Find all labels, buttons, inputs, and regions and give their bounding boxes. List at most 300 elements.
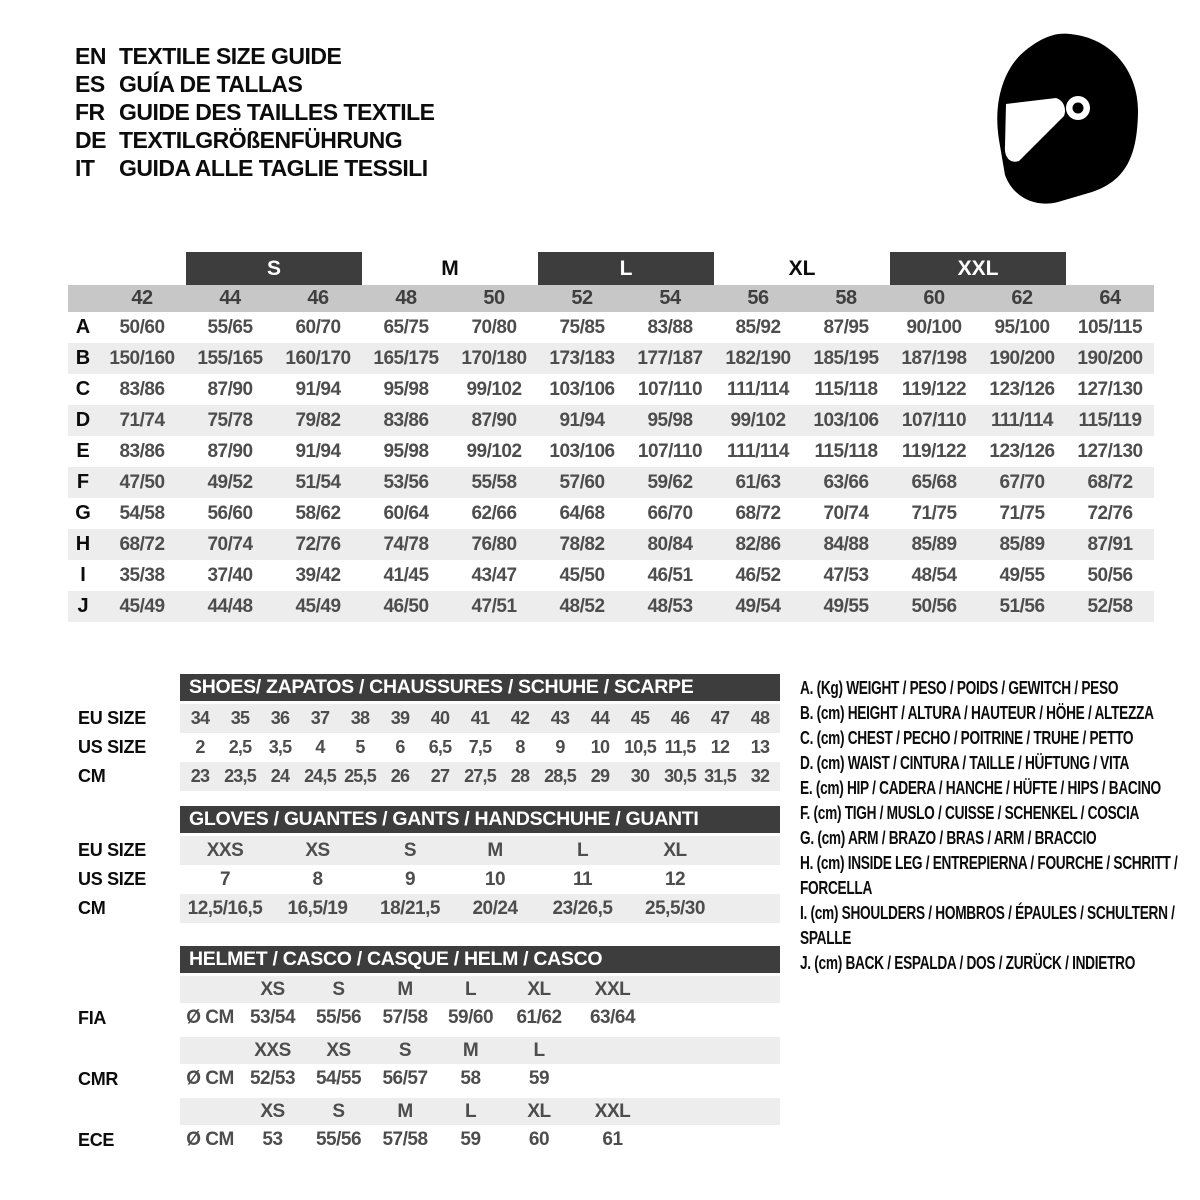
shoe-size-cell: 5 — [355, 737, 365, 757]
measurement-legend — [800, 676, 1200, 976]
helmet-value-cell: 57/58 — [382, 1007, 428, 1028]
helmet-ece-sizes-row — [60, 1098, 780, 1125]
measure-value-cell: 103/106 — [549, 440, 615, 462]
helmet-value-cell: 59 — [528, 1068, 550, 1089]
measure-row-label-f: F — [76, 471, 90, 493]
measure-value-cell: 123/126 — [989, 378, 1055, 400]
shoe-size-cell: 23,5 — [224, 766, 256, 786]
ece-unit-label: Ø CM — [186, 1129, 234, 1150]
shoe-size-cell: 31,5 — [704, 766, 736, 786]
measure-row-label-g: G — [75, 502, 91, 524]
helmet-cmr-sizes-row — [60, 1037, 780, 1064]
measure-row-label-e: E — [76, 440, 90, 462]
shoes-bar-spacer — [60, 674, 180, 701]
measure-value-cell: 91/94 — [295, 440, 341, 462]
measure-value-cell: 87/90 — [207, 378, 253, 400]
measure-value-cell: 49/55 — [999, 564, 1045, 586]
measure-value-cell: 67/70 — [999, 471, 1045, 493]
shoe-size-cell: 2,5 — [228, 737, 252, 757]
glove-size-cell: 7 — [219, 868, 231, 890]
measure-value-cell: 66/70 — [647, 502, 693, 524]
size-column-cell: 48 — [395, 287, 417, 309]
measure-value-cell: 111/114 — [990, 409, 1054, 431]
measure-row-f — [68, 467, 1154, 498]
helmet-size-cell: XL — [527, 978, 551, 1000]
measure-value-cell: 53/56 — [383, 471, 429, 493]
measure-value-cell: 150/160 — [109, 347, 175, 369]
measure-value-cell: 190/200 — [989, 347, 1055, 369]
measure-value-cell: 173/183 — [549, 347, 615, 369]
gloves-us-size-row — [60, 865, 780, 894]
helmet-value-cell: 58 — [460, 1068, 481, 1089]
measure-value-cell: 55/65 — [207, 316, 253, 338]
helmet-value-cell: 63/64 — [589, 1007, 636, 1028]
helmet-size-cell: XS — [326, 1039, 351, 1061]
size-column-cell: 52 — [571, 287, 593, 309]
measure-value-cell: 123/126 — [989, 440, 1055, 462]
measure-value-cell: 91/94 — [295, 378, 341, 400]
measure-value-cell: 47/53 — [823, 564, 869, 586]
band-spacer-right — [1066, 252, 1154, 285]
shoe-size-cell: 41 — [470, 708, 490, 728]
shoe-size-cell: 40 — [430, 708, 450, 728]
helmet-fia-values-row — [60, 1003, 780, 1033]
measure-value-cell: 46/50 — [383, 595, 429, 617]
helmet-size-cell: M — [462, 1039, 479, 1061]
glove-size-cell: 25,5/30 — [645, 897, 705, 919]
measure-value-cell: 71/75 — [999, 502, 1045, 524]
measure-value-cell: 60/70 — [295, 316, 341, 338]
gloves-us-size-label: US SIZE — [78, 869, 146, 889]
legend-item-a: A. (Kg) WEIGHT / PESO / POIDS / GEWITCH / PESO — [800, 678, 1119, 698]
shoes-eu-size-label: EU SIZE — [78, 708, 146, 728]
shoe-size-cell: 43 — [550, 708, 570, 728]
measure-row-g — [68, 498, 1154, 529]
measure-value-cell: 115/119 — [1078, 409, 1142, 431]
measure-value-cell: 70/80 — [471, 316, 517, 338]
helmet-ece-values-row — [60, 1125, 780, 1155]
measure-value-cell: 47/51 — [471, 595, 517, 617]
shoe-size-cell: 9 — [555, 737, 565, 757]
measure-value-cell: 170/180 — [461, 347, 527, 369]
helmet-value-cell: 59/60 — [447, 1007, 494, 1028]
measure-value-cell: 70/74 — [823, 502, 869, 524]
gloves-cm-label: CM — [78, 898, 106, 918]
language-code-it: IT — [75, 154, 95, 181]
gloves-bar-spacer — [60, 806, 180, 833]
measure-value-cell: 37/40 — [207, 564, 253, 586]
legend-item-j: J. (cm) BACK / ESPALDA / DOS / ZURÜCK / INDIETRO — [800, 953, 1136, 973]
measure-value-cell: 78/82 — [559, 533, 605, 555]
measure-value-cell: 160/170 — [285, 347, 351, 369]
measure-value-cell: 107/110 — [901, 409, 967, 431]
shoe-size-cell: 28 — [510, 766, 530, 786]
size-band-row — [68, 252, 1154, 285]
helmet-size-cell: XL — [527, 1100, 551, 1122]
shoe-size-cell: 12 — [710, 737, 730, 757]
legend-item-i: I. (cm) SHOULDERS / HOMBROS / ÉPAULES / SCHULTERN / SPALLE — [800, 903, 1175, 948]
glove-size-cell: 12,5/16,5 — [187, 897, 263, 919]
measure-row-b — [68, 343, 1154, 374]
size-column-cell: 46 — [307, 287, 329, 309]
measure-row-label-b: B — [75, 347, 91, 369]
measure-value-cell: 84/88 — [823, 533, 869, 555]
shoe-size-cell: 34 — [190, 708, 210, 728]
glove-size-cell: 8 — [312, 868, 323, 890]
measure-value-cell: 45/49 — [119, 595, 165, 617]
measure-value-cell: 182/190 — [725, 347, 791, 369]
measure-value-cell: 83/86 — [383, 409, 429, 431]
helmet-cmr-values-row — [60, 1064, 780, 1094]
measure-value-cell: 61/63 — [735, 471, 781, 493]
measure-value-cell: 105/115 — [1077, 316, 1143, 338]
measure-value-cell: 80/84 — [647, 533, 693, 555]
shoe-size-cell: 6,5 — [428, 737, 452, 757]
language-row-it — [75, 154, 435, 182]
measure-value-cell: 51/54 — [295, 471, 341, 493]
measure-value-cell: 177/187 — [637, 347, 703, 369]
measure-value-cell: 71/75 — [911, 502, 957, 524]
measure-value-cell: 60/64 — [383, 502, 429, 524]
gloves-cm-row — [60, 894, 780, 923]
ece-standard-label: ECE — [78, 1129, 115, 1150]
helmet-value-cell: 54/55 — [315, 1068, 362, 1089]
measure-value-cell: 48/53 — [647, 595, 693, 617]
size-column-cell: 58 — [835, 287, 857, 309]
shoes-size-table — [60, 674, 780, 791]
legend-item-e: E. (cm) HIP / CADERA / HANCHE / HÜFTE / HIPS / BACINO — [800, 778, 1161, 798]
measure-value-cell: 111/114 — [726, 378, 790, 400]
glove-size-cell: XS — [305, 839, 330, 861]
helmet-title-bar: HELMET / CASCO / CASQUE / HELM / CASCO — [180, 946, 780, 973]
measure-row-label-d: D — [75, 409, 91, 431]
glove-size-cell: 20/24 — [472, 897, 518, 919]
measure-value-cell: 43/47 — [471, 564, 517, 586]
glove-size-cell: XL — [663, 839, 687, 861]
helmet-value-cell: 53/54 — [249, 1007, 296, 1028]
fia-unit-label: Ø CM — [186, 1007, 234, 1028]
measure-value-cell: 103/106 — [813, 409, 879, 431]
textile-size-table — [68, 252, 1154, 622]
shoe-size-cell: 6 — [395, 737, 405, 757]
gloves-eu-size-row — [60, 836, 780, 865]
helmet-size-cell: L — [533, 1039, 545, 1061]
measure-value-cell: 87/95 — [823, 316, 869, 338]
measure-value-cell: 50/56 — [1087, 564, 1133, 586]
helmet-value-cell: 61/62 — [516, 1007, 562, 1028]
shoe-size-cell: 47 — [710, 708, 730, 728]
helmet-title-row — [60, 946, 780, 973]
measure-value-cell: 70/74 — [207, 533, 253, 555]
shoe-size-cell: 4 — [315, 737, 325, 757]
glove-size-cell: 16,5/19 — [287, 897, 348, 919]
shoe-size-cell: 23 — [190, 766, 210, 786]
shoe-size-cell: 29 — [590, 766, 610, 786]
measure-value-cell: 95/100 — [994, 316, 1050, 338]
measure-row-h — [68, 529, 1154, 560]
measure-value-cell: 49/54 — [735, 595, 781, 617]
measure-value-cell: 75/78 — [207, 409, 253, 431]
measure-value-cell: 119/122 — [901, 378, 967, 400]
guide-title-fr: GUIDE DES TAILLES TEXTILE — [119, 98, 435, 125]
measure-value-cell: 99/102 — [466, 378, 522, 400]
measure-value-cell: 127/130 — [1077, 440, 1143, 462]
helmet-size-cell: S — [332, 1100, 345, 1122]
size-column-cell: 56 — [747, 287, 769, 309]
measure-value-cell: 103/106 — [549, 378, 615, 400]
measure-value-cell: 91/94 — [559, 409, 605, 431]
glove-size-cell: 12 — [664, 868, 686, 890]
measure-value-cell: 51/56 — [999, 595, 1045, 617]
shoe-size-cell: 48 — [750, 708, 770, 728]
measure-value-cell: 99/102 — [730, 409, 786, 431]
legend-item-c: C. (cm) CHEST / PECHO / POITRINE / TRUHE / PETTO — [800, 728, 1134, 748]
measure-value-cell: 115/118 — [814, 440, 878, 462]
measure-value-cell: 46/51 — [647, 564, 693, 586]
legend-item-h: H. (cm) INSIDE LEG / ENTREPIERNA / FOURCHE / SCHRITT / FORCELLA — [800, 853, 1178, 898]
glove-size-cell: XXS — [206, 839, 244, 861]
measure-value-cell: 54/58 — [119, 502, 165, 524]
measure-value-cell: 107/110 — [637, 378, 703, 400]
shoe-size-cell: 10 — [590, 737, 610, 757]
helmet-size-cell: XXL — [594, 1100, 631, 1122]
measure-value-cell: 49/52 — [207, 471, 253, 493]
measure-value-cell: 68/72 — [1087, 471, 1133, 493]
glove-size-cell: 11 — [572, 868, 593, 890]
size-band-xl: XL — [788, 256, 816, 280]
shoe-size-cell: 27 — [430, 766, 450, 786]
measure-value-cell: 83/86 — [119, 378, 165, 400]
language-code-es: ES — [75, 70, 105, 97]
language-code-fr: FR — [75, 98, 105, 125]
measure-value-cell: 68/72 — [119, 533, 165, 555]
shoe-size-cell: 30 — [630, 766, 650, 786]
shoe-size-cell: 27,5 — [464, 766, 496, 786]
measure-value-cell: 165/175 — [373, 347, 439, 369]
glove-size-cell: 10 — [484, 868, 506, 890]
language-code-en: EN — [75, 42, 106, 69]
shoe-size-cell: 24 — [270, 766, 290, 786]
measure-value-cell: 74/78 — [383, 533, 429, 555]
legend-item-b: B. (cm) HEIGHT / ALTURA / HAUTEUR / HÖHE / ALTEZZA — [800, 703, 1154, 723]
measure-value-cell: 127/130 — [1077, 378, 1143, 400]
shoe-size-cell: 3,5 — [268, 737, 292, 757]
measure-value-cell: 83/88 — [647, 316, 693, 338]
measure-value-cell: 63/66 — [823, 471, 869, 493]
measure-row-j — [68, 591, 1154, 622]
measure-value-cell: 56/60 — [207, 502, 253, 524]
measure-value-cell: 83/86 — [119, 440, 165, 462]
shoe-size-cell: 10,5 — [624, 737, 656, 757]
helmet-fia-sizes-row — [60, 976, 780, 1003]
shoe-size-cell: 46 — [670, 708, 690, 728]
shoe-size-cell: 42 — [510, 708, 530, 728]
measure-value-cell: 46/52 — [735, 564, 781, 586]
gloves-title-row — [60, 806, 780, 833]
helmet-bar-spacer — [60, 946, 180, 973]
shoes-cm-label: CM — [78, 766, 106, 786]
measure-value-cell: 90/100 — [906, 316, 962, 338]
shoe-size-cell: 44 — [590, 708, 610, 728]
measure-value-cell: 187/198 — [901, 347, 967, 369]
helmet-value-cell: 60 — [528, 1129, 550, 1150]
measure-value-cell: 87/91 — [1087, 533, 1133, 555]
shoe-size-cell: 37 — [310, 708, 330, 728]
shoes-title-row — [60, 674, 780, 701]
measure-value-cell: 71/74 — [119, 409, 165, 431]
legend-item-f: F. (cm) TIGH / MUSLO / CUISSE / SCHENKEL / COSCIA — [800, 803, 1140, 823]
helmet-size-cell: S — [398, 1039, 412, 1061]
measure-value-cell: 95/98 — [383, 378, 429, 400]
measure-value-cell: 75/85 — [559, 316, 605, 338]
measure-value-cell: 35/38 — [119, 564, 165, 586]
helmet-value-cell: 57/58 — [382, 1129, 428, 1150]
measure-value-cell: 45/50 — [559, 564, 605, 586]
measure-value-cell: 76/80 — [471, 533, 517, 555]
measure-value-cell: 47/50 — [119, 471, 165, 493]
shoe-size-cell: 28,5 — [544, 766, 576, 786]
language-row-fr — [75, 98, 435, 126]
glove-size-cell: 18/21,5 — [380, 897, 440, 919]
measure-value-cell: 87/90 — [471, 409, 517, 431]
size-band-l: L — [538, 252, 714, 285]
measure-value-cell: 64/68 — [559, 502, 605, 524]
glove-size-cell: 23/26,5 — [552, 897, 613, 919]
size-band-xxl: XXL — [890, 252, 1066, 285]
racing-helmet-icon — [978, 28, 1153, 208]
measure-value-cell: 99/102 — [466, 440, 522, 462]
measure-value-cell: 82/86 — [735, 533, 781, 555]
measure-value-cell: 111/114 — [726, 440, 790, 462]
measure-value-cell: 45/49 — [295, 595, 341, 617]
shoe-size-cell: 39 — [390, 708, 410, 728]
shoe-size-cell: 30,5 — [664, 766, 696, 786]
measure-value-cell: 72/76 — [295, 533, 341, 555]
measure-value-cell: 107/110 — [637, 440, 703, 462]
size-column-cell: 50 — [483, 287, 505, 309]
gloves-title-bar: GLOVES / GUANTES / GANTS / HANDSCHUHE / GUANTI — [180, 806, 780, 833]
measure-value-cell: 55/58 — [471, 471, 517, 493]
measure-row-i — [68, 560, 1154, 591]
language-code-de: DE — [75, 126, 106, 153]
helmet-size-cell: XS — [260, 1100, 285, 1122]
guide-title-en: TEXTILE SIZE GUIDE — [119, 42, 342, 69]
measure-value-cell: 68/72 — [735, 502, 781, 524]
legend-item-d: D. (cm) WAIST / CINTURA / TAILLE / HÜFTUNG / VITA — [800, 753, 1130, 773]
measure-value-cell: 58/62 — [295, 502, 341, 524]
measure-value-cell: 39/42 — [295, 564, 341, 586]
helmet-size-table — [60, 946, 780, 1155]
measure-value-cell: 85/89 — [911, 533, 957, 555]
gloves-eu-size-label: EU SIZE — [78, 840, 146, 860]
measure-value-cell: 44/48 — [207, 595, 253, 617]
measure-row-label-c: C — [75, 378, 91, 400]
measure-row-d — [68, 405, 1154, 436]
helmet-size-cell: XXL — [594, 978, 631, 1000]
glove-size-cell: S — [403, 839, 417, 861]
measure-value-cell: 41/45 — [383, 564, 429, 586]
measure-value-cell: 87/90 — [207, 440, 253, 462]
measure-value-cell: 95/98 — [647, 409, 693, 431]
measure-value-cell: 50/56 — [911, 595, 957, 617]
helmet-value-cell: 55/56 — [315, 1129, 362, 1150]
fia-standard-label: FIA — [78, 1007, 107, 1028]
measure-value-cell: 72/76 — [1087, 502, 1133, 524]
measure-value-cell: 49/55 — [823, 595, 869, 617]
measure-row-a — [68, 312, 1154, 343]
shoes-eu-size-row — [60, 704, 780, 733]
shoe-size-cell: 26 — [390, 766, 410, 786]
size-column-cell: 62 — [1011, 287, 1033, 309]
measure-row-label-j: J — [77, 595, 89, 617]
measure-value-cell: 85/89 — [999, 533, 1045, 555]
cmr-standard-label: CMR — [78, 1068, 119, 1089]
legend-item-g: G. (cm) ARM / BRAZO / BRAS / ARM / BRACCIO — [800, 828, 1097, 848]
measure-row-label-h: H — [75, 533, 91, 555]
shoe-size-cell: 8 — [515, 737, 525, 757]
gloves-size-table — [60, 806, 780, 923]
measure-value-cell: 185/195 — [813, 347, 879, 369]
size-column-cell: 54 — [659, 287, 681, 309]
shoes-cm-row — [60, 762, 780, 791]
helmet-size-cell: M — [397, 1100, 413, 1122]
shoe-size-cell: 24,5 — [304, 766, 336, 786]
shoe-size-cell: 13 — [750, 737, 770, 757]
size-column-cell: 60 — [923, 287, 945, 309]
helmet-size-cell: L — [464, 1100, 477, 1122]
language-row-de — [75, 126, 435, 154]
measure-value-cell: 48/54 — [911, 564, 957, 586]
cmr-unit-label: Ø CM — [186, 1068, 234, 1089]
shoes-us-size-label: US SIZE — [78, 737, 146, 757]
measure-row-e — [68, 436, 1154, 467]
band-spacer-left — [68, 252, 186, 285]
measure-value-cell: 85/92 — [735, 316, 781, 338]
helmet-value-cell: 61 — [602, 1129, 623, 1150]
size-column-cell: 44 — [219, 287, 241, 309]
glove-size-cell: L — [576, 839, 589, 861]
shoe-size-cell: 36 — [270, 708, 290, 728]
measure-value-cell: 57/60 — [559, 471, 605, 493]
measure-value-cell: 50/60 — [119, 316, 165, 338]
size-band-m: M — [441, 256, 459, 280]
guide-title-it: GUIDA ALLE TAGLIE TESSILI — [119, 154, 428, 181]
measure-row-label-i: I — [80, 564, 86, 586]
shoe-size-cell: 7,5 — [468, 737, 492, 757]
helmet-size-cell: L — [464, 978, 477, 1000]
language-row-es — [75, 70, 435, 98]
shoe-size-cell: 38 — [350, 708, 370, 728]
measure-value-cell: 52/58 — [1087, 595, 1133, 617]
size-column-cell: 64 — [1099, 287, 1121, 309]
measure-value-cell: 119/122 — [901, 440, 967, 462]
measure-value-cell: 59/62 — [647, 471, 693, 493]
helmet-value-cell: 56/57 — [382, 1068, 428, 1089]
measure-value-cell: 95/98 — [383, 440, 429, 462]
size-column-cell: 42 — [131, 287, 153, 309]
guide-title-de: TEXTILGRÖßENFÜHRUNG — [119, 126, 403, 153]
size-band-s: S — [186, 252, 362, 285]
helmet-value-cell: 53 — [262, 1129, 283, 1150]
guide-title-es: GUÍA DE TALLAS — [119, 70, 303, 97]
helmet-value-cell: 55/56 — [315, 1007, 362, 1028]
shoe-size-cell: 45 — [630, 708, 650, 728]
helmet-size-cell: S — [332, 978, 345, 1000]
measure-value-cell: 65/75 — [383, 316, 429, 338]
measure-value-cell: 155/165 — [197, 347, 263, 369]
helmet-size-cell: XXS — [254, 1039, 291, 1061]
measure-value-cell: 79/82 — [295, 409, 341, 431]
